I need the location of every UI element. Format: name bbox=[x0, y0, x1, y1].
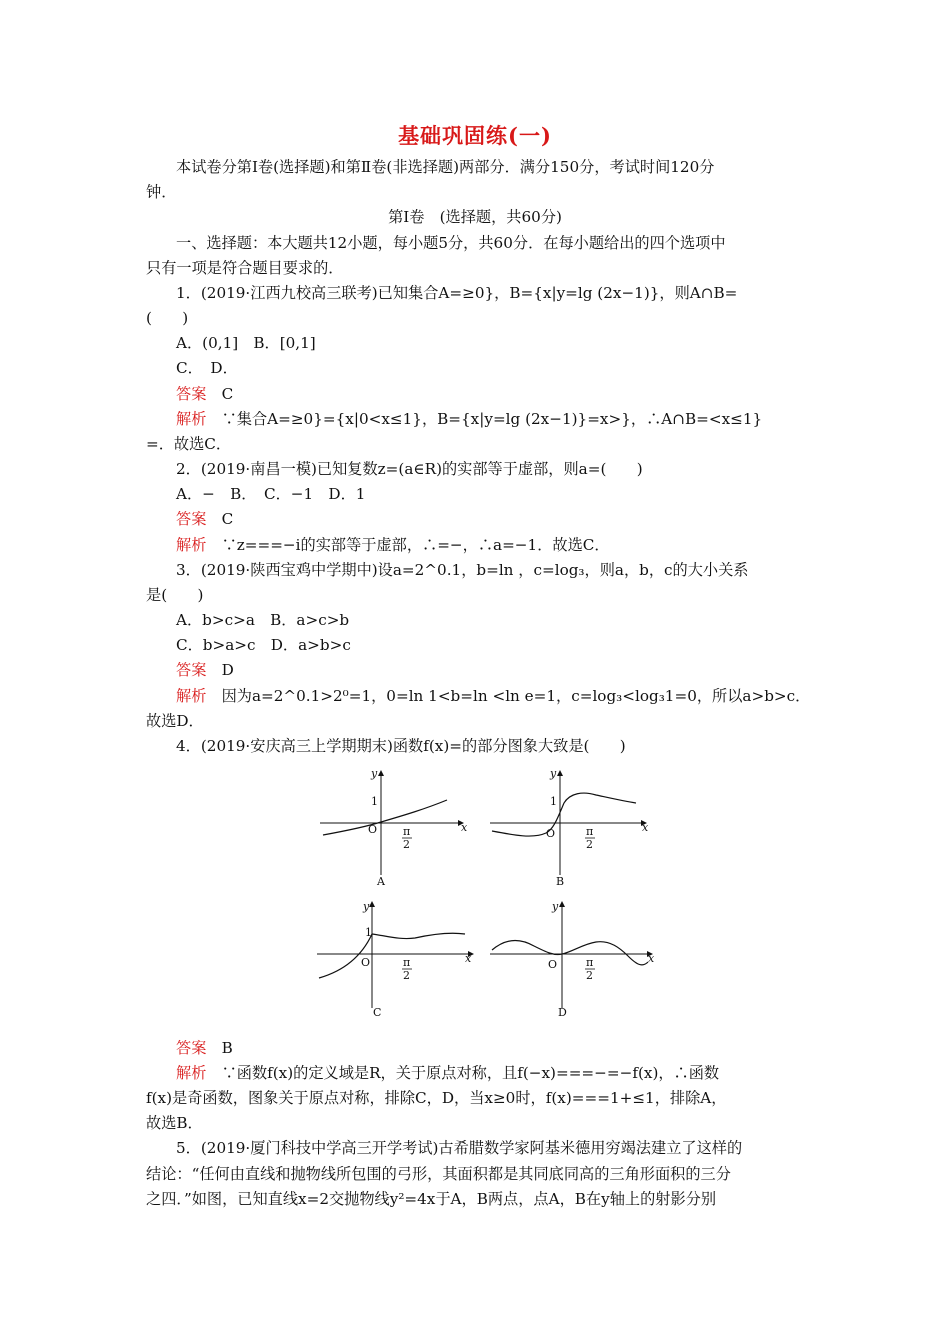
q2-answer bbox=[176, 509, 233, 529]
q3-answer bbox=[176, 660, 234, 680]
pi-numerator: π bbox=[403, 956, 411, 969]
pi-numerator: π bbox=[586, 825, 594, 838]
q3-options-line-1: A．b>c>a B．a>c>b bbox=[176, 611, 350, 629]
instructions-line-2: 只有一项是符合题目要求的． bbox=[146, 259, 344, 277]
graph-label: D bbox=[558, 1006, 567, 1019]
q2-options-line-1: A．− B． C．−1 D．1 bbox=[176, 485, 366, 503]
pi-denominator: 2 bbox=[586, 838, 593, 851]
analysis-text: 因为a=2^0.1>2⁰=1，0=ln 1<b=ln <ln e=1，c=log₃<log₃1=0，所以a>b>c． bbox=[221, 687, 811, 705]
analysis-label: 解析 bbox=[176, 410, 207, 428]
one-label: 1 bbox=[550, 795, 557, 808]
q3-stem-line-1: 3．(2019·陕西宝鸡中学期中)设a=2^0.1，b=ln ，c=log₃，则a，b，c的大小关系 bbox=[176, 561, 749, 579]
page-title: 基础巩固练(一) bbox=[398, 123, 552, 148]
graph-d bbox=[488, 898, 658, 1028]
answer-label: 答案 bbox=[176, 1039, 207, 1057]
answer-value: C bbox=[221, 510, 234, 528]
q1-options-line-1: A．(0,1] B．[0,1] bbox=[176, 334, 316, 352]
graph-a bbox=[315, 765, 475, 895]
q2-stem-line-1: 2．(2019·南昌一模)已知复数z=(a∈R)的实部等于虚部，则a=( ) bbox=[176, 460, 643, 478]
q4-analysis-line-1 bbox=[176, 1063, 719, 1083]
instructions-line-1: 一、选择题：本大题共12小题，每小题5分，共60分．在每小题给出的四个选项中 bbox=[176, 234, 726, 252]
q1-analysis-line-2: =．故选C． bbox=[146, 435, 232, 453]
x-axis-label: x bbox=[642, 821, 649, 834]
q5-stem-line-1: 5．(2019·厦门科技中学高三开学考试)古希腊数学家阿基米德用穷竭法建立了这样的 bbox=[176, 1139, 743, 1157]
q3-analysis-line-1 bbox=[176, 686, 810, 706]
graph-label: C bbox=[373, 1006, 382, 1019]
y-axis-label: y bbox=[371, 767, 378, 780]
answer-value: D bbox=[221, 661, 234, 679]
analysis-label: 解析 bbox=[176, 1064, 207, 1082]
analysis-text: ∵z===−i的实部等于虚部，∴=−，∴a=−1．故选C． bbox=[221, 536, 610, 554]
pi-denominator: 2 bbox=[403, 969, 410, 982]
q5-stem-line-2: 结论：“任何由直线和抛物线所包围的弓形，其面积都是其同底同高的三角形面积的三分 bbox=[146, 1165, 731, 1183]
graph-label: B bbox=[556, 875, 565, 888]
q4-analysis-line-3: 故选B． bbox=[146, 1114, 203, 1132]
intro-line-2: 钟． bbox=[146, 183, 177, 201]
one-label: 1 bbox=[371, 795, 378, 808]
origin-label: O bbox=[361, 956, 371, 969]
answer-label: 答案 bbox=[176, 510, 207, 528]
q4-answer bbox=[176, 1038, 233, 1058]
q5-stem-line-3: 之四．”如图，已知直线x=2交抛物线y²=4x于A，B两点，点A，B在y轴上的射影分别 bbox=[146, 1190, 717, 1208]
x-axis-label: x bbox=[465, 952, 472, 965]
q1-analysis-line-1 bbox=[176, 409, 762, 429]
y-axis-label: y bbox=[550, 767, 557, 780]
q4-stem-line-1: 4．(2019·安庆高三上学期期末)函数f(x)=的部分图象大致是( ) bbox=[176, 737, 626, 755]
q3-options-line-2: C．b>a>c D．a>b>c bbox=[176, 636, 351, 654]
y-axis-label: y bbox=[552, 900, 559, 913]
pi-denominator: 2 bbox=[403, 838, 410, 851]
graph-b bbox=[488, 765, 653, 895]
graph-label: A bbox=[377, 875, 385, 888]
pi-denominator: 2 bbox=[586, 969, 593, 982]
analysis-text: ∵函数f(x)的定义域是R，关于原点对称，且f(−x)===−=−f(x)，∴函数 bbox=[221, 1064, 720, 1082]
y-axis-label: y bbox=[363, 900, 370, 913]
pi-numerator: π bbox=[586, 956, 594, 969]
q3-stem-line-2: 是( ) bbox=[146, 586, 204, 604]
origin-label: O bbox=[548, 958, 558, 971]
q4-analysis-line-2: f(x)是奇函数，图象关于原点对称，排除C，D，当x≥0时，f(x)===1+≤1，排除A， bbox=[146, 1089, 727, 1107]
analysis-label: 解析 bbox=[176, 687, 207, 705]
origin-label: O bbox=[368, 823, 378, 836]
pi-numerator: π bbox=[403, 825, 411, 838]
answer-label: 答案 bbox=[176, 661, 207, 679]
one-label: 1 bbox=[365, 926, 372, 939]
x-axis-label: x bbox=[648, 952, 655, 965]
answer-value: C bbox=[221, 385, 234, 403]
q1-answer bbox=[176, 384, 233, 404]
analysis-label: 解析 bbox=[176, 536, 207, 554]
graph-c bbox=[315, 898, 480, 1028]
answer-value: B bbox=[221, 1039, 233, 1057]
q1-stem-line-2: ( ) bbox=[146, 309, 189, 327]
section-heading: 第Ⅰ卷 (选择题，共60分) bbox=[388, 208, 562, 226]
analysis-text: ∵集合A=≥0}={x|0<x≤1}，B={x|y=lg (2x−1)}=x>}，∴A∩B=<x≤1} bbox=[221, 410, 763, 428]
intro-line-1: 本试卷分第Ⅰ卷(选择题)和第Ⅱ卷(非选择题)两部分．满分150分，考试时间120分 bbox=[176, 158, 715, 176]
q1-options-line-2: C． D． bbox=[176, 359, 238, 377]
q1-stem-line-1: 1．(2019·江西九校高三联考)已知集合A=≥0}，B={x|y=lg (2x−1)}，则A∩B= bbox=[176, 284, 738, 302]
x-axis-label: x bbox=[461, 821, 468, 834]
answer-label: 答案 bbox=[176, 385, 207, 403]
q2-analysis-line-1 bbox=[176, 535, 610, 555]
q3-analysis-line-2: 故选D． bbox=[146, 712, 204, 730]
origin-label: O bbox=[546, 827, 556, 840]
